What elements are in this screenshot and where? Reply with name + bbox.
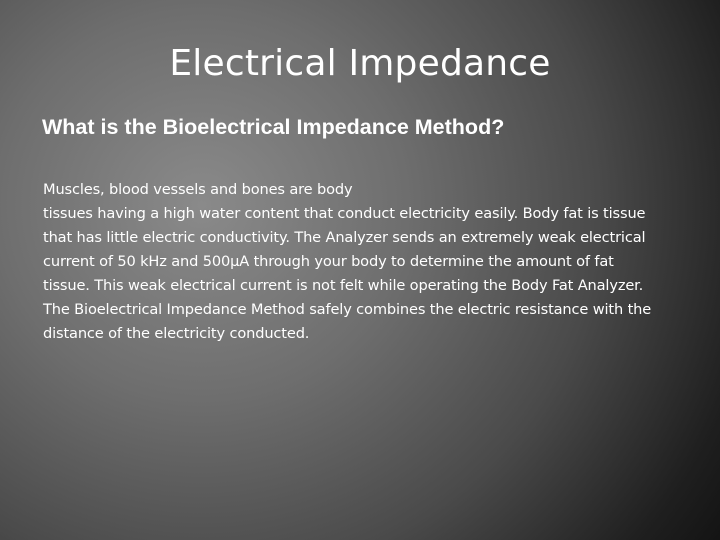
slide-title: Electrical Impedance [169, 43, 551, 84]
slide-subtitle: What is the Bioelectrical Impedance Method? [42, 115, 505, 139]
body-paragraph-main: tissues having a high water content that conduct electricity easily. Body fat is tissue that has little electric conductivity. The Analyzer sends an extremely weak electrical current of 50 kHz and 500µA through your body to determine the amount of fat tissue. This weak electrical current is not felt while operating the Body Fat Analyzer. The Bioelectrical Impedance Method safely combines the electric resistance with the distance of the electricity conducted. [43, 205, 652, 342]
slide-body [43, 178, 653, 346]
body-paragraph-intro: Muscles, blood vessels and bones are body [43, 181, 353, 198]
